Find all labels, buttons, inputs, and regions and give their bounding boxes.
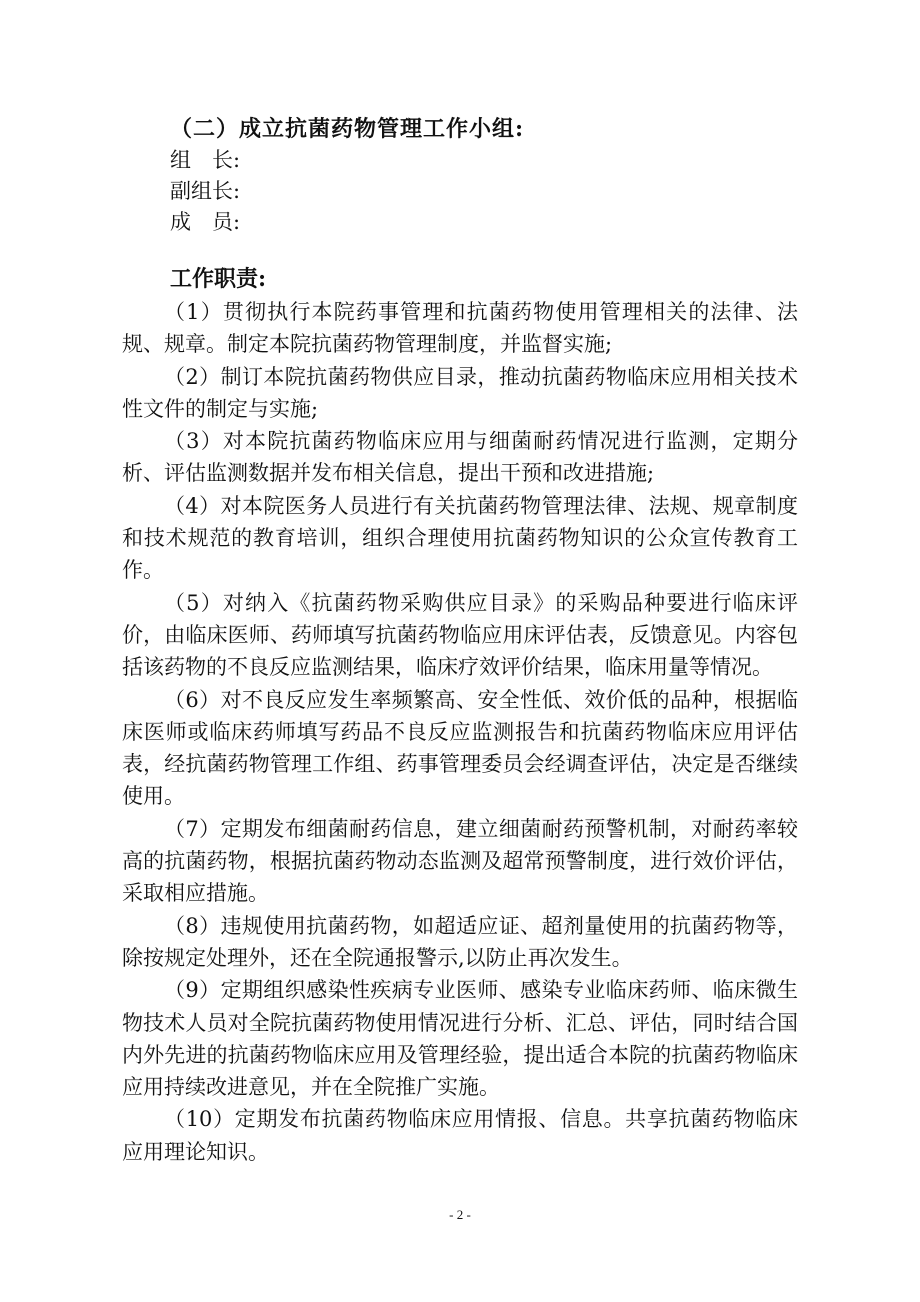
member-leader-line: 组 长: [170,148,241,172]
duties-title: 工作职责: [170,266,267,292]
duty-item-9: （9）定期组织感染性疾病专业医师、感染专业临床药师、临床微生物技术人员对全院抗菌药物使用情况进行分析、汇总、评估，同时结合国内外先进的抗菌药物临床应用及管理经验，提出适合本院的抗菌药物临床应用持续改进意见，并在全院推广实施。 [122,978,798,1100]
duty-item-7: （7）定期发布细菌耐药信息，建立细菌耐药预警机制，对耐药率较高的抗菌药物，根据抗菌药物动态监测及超常预警制度，进行效价评估，采取相应措施。 [122,816,798,906]
page-number: - 2 - [449,1207,471,1222]
member-members-line: 成 员: [170,210,241,234]
duty-item-5: （5）对纳入《抗菌药物采购供应目录》的采购品种要进行临床评价，由临床医师、药师填写抗菌药物临应用床评估表，反馈意见。内容包括该药物的不良反应监测结果，临床疗效评价结果，临床用量等情况。 [122,590,798,680]
duty-item-8: （8）违规使用抗菌药物，如超适应证、超剂量使用的抗菌药物等，除按规定处理外，还在全院通报警示,以防止再次发生。 [122,913,798,970]
duty-item-4: （4）对本院医务人员进行有关抗菌药物管理法律、法规、规章制度和技术规范的教育培训，组织合理使用抗菌药物知识的公众宣传教育工作。 [122,493,798,583]
member-deputy-line: 副组长: [170,179,241,203]
member-list [170,145,240,238]
duty-item-10: （10）定期发布抗菌药物临床应用情报、信息。共享抗菌药物临床应用理论知识。 [122,1107,798,1164]
duty-item-1: （1）贯彻执行本院药事管理和抗菌药物使用管理相关的法律、法规、规章。制定本院抗菌药物管理制度，并监督实施; [122,300,798,357]
section-heading: （二）成立抗菌药物管理工作小组: [170,116,525,142]
duty-item-6: （6）对不良反应发生率频繁高、安全性低、效价低的品种，根据临床医师或临床药师填写药品不良反应监测报告和抗菌药物临床应用评估表，经抗菌药物管理工作组、药事管理委员会经调查评估，决定是否继续使用。 [122,687,798,809]
duty-item-3: （3）对本院抗菌药物临床应用与细菌耐药情况进行监测，定期分析、评估监测数据并发布相关信息，提出干预和改进措施; [122,429,798,486]
duties-body [122,296,798,1168]
duty-item-2: （2）制订本院抗菌药物供应目录，推动抗菌药物临床应用相关技术性文件的制定与实施; [122,364,798,421]
